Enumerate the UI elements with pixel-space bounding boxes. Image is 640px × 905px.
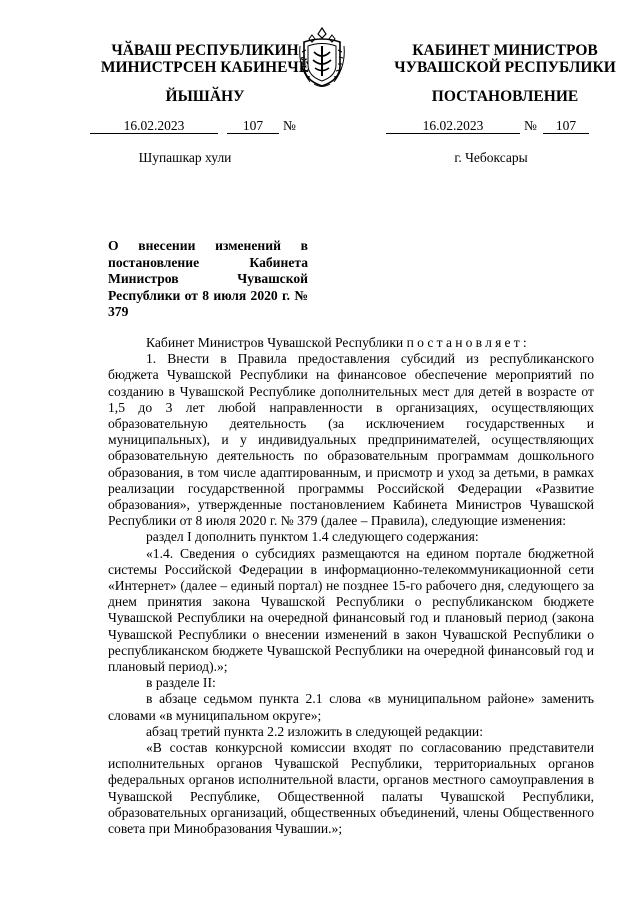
right-number-field: 107 bbox=[543, 118, 589, 134]
left-date-field: 16.02.2023 bbox=[90, 118, 218, 134]
left-number-sign: № bbox=[283, 118, 296, 133]
right-city: г. Чебоксары bbox=[454, 150, 528, 165]
body-paragraph-preamble bbox=[108, 335, 594, 351]
body-paragraph-1: 1. Внести в Правила предоставления субсидий из республиканского бюджета Чувашской Республики на финансовое обеспечение мероприятий по созданию в Чувашской Республике дополнительных мест для детей в возрасте от 1,5 до 3 лет любой направленности в организациях, осуществляющих образовательную деятельность (за исключением государственных и муниципальных), и у индивидуальных предпринимателей, осуществляющих образовательную деятельность по образовательным программам дошкольного образования, в том числе адаптированным, и присмотр и уход за детьми, в рамках реализации государственной программы Российской Федерации «Развитие образования», утвержденные постановлением Кабинета Министров Чувашской Республики от 8 июля 2020 г. № 379 (далее – Правила), следующие изменения: bbox=[108, 351, 594, 529]
document-body bbox=[108, 335, 594, 837]
right-number-sign: № bbox=[524, 118, 537, 133]
body-paragraph-3: «1.4. Сведения о субсидиях размещаются на едином портале бюджетной системы Российской Федерации в информационно-телекоммуникационной сети «Интернет» (далее – единый портал) не позднее 15-го рабочего дня, следующего за днем принятия закона Чувашской Республики о республиканском бюджете Чувашской Республики на очередной финансовый год и плановый период (закона Чувашской Республики о внесении изменений в закон Чувашской Республики о республиканском бюджете Чувашской Республики на очередной финансовый год и плановый период).»; bbox=[108, 545, 594, 675]
right-date-field: 16.02.2023 bbox=[386, 118, 520, 134]
header-left-line1: ЧӐВАШ РЕСПУБЛИКИН bbox=[111, 42, 299, 59]
coat-of-arms-icon bbox=[296, 26, 348, 90]
header-right-org bbox=[380, 42, 630, 76]
preamble-decree-word: постановляет: bbox=[406, 335, 530, 350]
coat-of-arms-emblem bbox=[296, 26, 348, 90]
body-paragraph-6: абзац третий пункта 2.2 изложить в следующей редакции: bbox=[146, 723, 483, 739]
body-paragraph-5: в абзаце седьмом пункта 2.1 слова «в муниципальном районе» заменить словами «в муниципальном округе»; bbox=[108, 691, 594, 723]
header-right-line2: ЧУВАШСКОЙ РЕСПУБЛИКИ bbox=[394, 59, 616, 76]
body-paragraph-7: «В состав конкурсной комиссии входят по согласованию представители исполнительных органов Чувашской Республики, территориальных органов федеральных органов исполнительной власти, органов местного самоуправления в Чувашской Республике, Общественной палаты Чувашской Республики, образовательных организаций, общественных объединений, члены Общественного совета при Минобразования Чувашии.»; bbox=[108, 740, 594, 837]
header-left-doc-type: ЙЫШӐНУ bbox=[165, 88, 245, 105]
preamble-lead: Кабинет Министров Чувашской Республики bbox=[146, 335, 404, 350]
document-subject: О внесении изменений в постановление Кабинета Министров Чувашской Республики от 8 июля 2020 г. № 379 bbox=[108, 238, 308, 319]
header-right-doc-type: ПОСТАНОВЛЕНИЕ bbox=[431, 88, 579, 105]
left-number-field: 107 bbox=[227, 118, 279, 134]
left-city: Шупашкар хули bbox=[138, 150, 232, 165]
header-right-line1: КАБИНЕТ МИНИСТРОВ bbox=[412, 42, 598, 59]
header-left-line2: МИНИСТРСЕН КАБИНЕЧӖ bbox=[100, 59, 310, 76]
body-paragraph-2: раздел I дополнить пунктом 1.4 следующего содержания: bbox=[146, 529, 479, 545]
body-paragraph-4: в разделе II: bbox=[146, 675, 216, 691]
header-left-org bbox=[90, 42, 320, 76]
